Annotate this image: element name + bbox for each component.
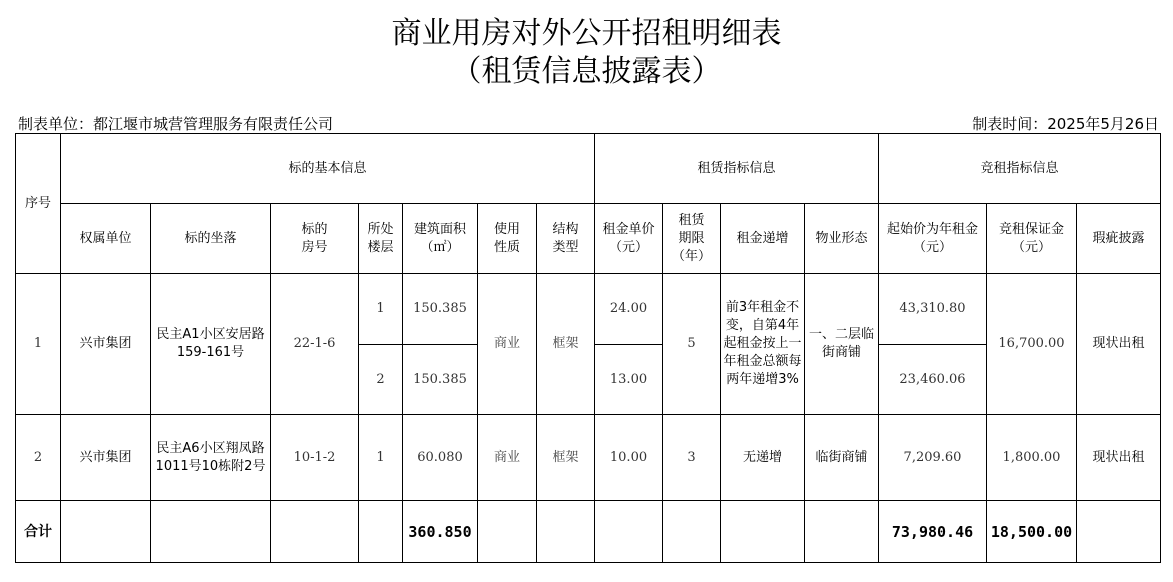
column-header: 使用 性质	[478, 204, 537, 274]
row2-increase: 无递增	[721, 415, 805, 501]
column-header: 标的坐落	[151, 204, 271, 274]
row1-start-1: 43,310.80	[879, 274, 987, 345]
row1-room: 22-1-6	[271, 274, 359, 415]
row2-location: 民主A6小区翔凤路1011号10栋附2号	[151, 415, 271, 501]
row1-floor-1: 1	[359, 274, 403, 345]
group-bid: 竞租指标信息	[879, 134, 1161, 204]
row1-start-2: 23,460.06	[879, 345, 987, 415]
row2-form: 临街商铺	[805, 415, 879, 501]
row1-price-1: 24.00	[595, 274, 663, 345]
column-header: 租金递增	[721, 204, 805, 274]
column-header: 租赁 期限 （年）	[663, 204, 721, 274]
row2-seq: 2	[16, 415, 61, 501]
row2-deposit: 1,800.00	[987, 415, 1077, 501]
row1-owner: 兴市集团	[61, 274, 151, 415]
total-start: 73,980.46	[879, 501, 987, 563]
row1-form: 一、二层临街商铺	[805, 274, 879, 415]
column-header: 起始价为年租金 （元）	[879, 204, 987, 274]
column-header: 瑕疵披露	[1077, 204, 1161, 274]
group-basic: 标的基本信息	[61, 134, 595, 204]
row1-structure: 框架	[537, 274, 595, 415]
row1-deposit: 16,700.00	[987, 274, 1077, 415]
row1-area-2: 150.385	[403, 345, 478, 415]
column-header: 物业形态	[805, 204, 879, 274]
rental-table	[15, 133, 1161, 563]
issuing-unit: 制表单位：都江堰市城营管理服务有限责任公司	[18, 115, 334, 133]
column-header: 租金单价 （元）	[595, 204, 663, 274]
row1-use: 商业	[478, 274, 537, 415]
header-seq: 序号	[16, 134, 61, 274]
total-deposit: 18,500.00	[987, 501, 1077, 563]
row2-defect: 现状出租	[1077, 415, 1161, 501]
row1-location: 民主A1小区安居路159-161号	[151, 274, 271, 415]
column-header: 结构 类型	[537, 204, 595, 274]
total-label: 合计	[16, 501, 61, 563]
column-header: 标的 房号	[271, 204, 359, 274]
row2-price: 10.00	[595, 415, 663, 501]
column-header: 所处 楼层	[359, 204, 403, 274]
column-header: 建筑面积 （㎡）	[403, 204, 478, 274]
row2-term: 3	[663, 415, 721, 501]
row2-owner: 兴市集团	[61, 415, 151, 501]
page-title: 商业用房对外公开招租明细表	[391, 16, 782, 51]
row2-area: 60.080	[403, 415, 478, 501]
column-header: 竞租保证金 （元）	[987, 204, 1077, 274]
row1-price-2: 13.00	[595, 345, 663, 415]
column-header: 权属单位	[61, 204, 151, 274]
issue-date: 制表时间：2025年5月26日	[972, 115, 1159, 133]
row2-structure: 框架	[537, 415, 595, 501]
row1-defect: 现状出租	[1077, 274, 1161, 415]
row2-start: 7,209.60	[879, 415, 987, 501]
page-subtitle: （租赁信息披露表）	[451, 54, 722, 89]
group-lease: 租赁指标信息	[595, 134, 879, 204]
row2-use: 商业	[478, 415, 537, 501]
total-area: 360.850	[403, 501, 478, 563]
row1-area-1: 150.385	[403, 274, 478, 345]
row1-term: 5	[663, 274, 721, 415]
row1-floor-2: 2	[359, 345, 403, 415]
row1-seq: 1	[16, 274, 61, 415]
row1-increase: 前3年租金不变，自第4年起租金按上一年租金总额每两年递增3%	[721, 274, 805, 415]
row2-floor: 1	[359, 415, 403, 501]
row2-room: 10-1-2	[271, 415, 359, 501]
